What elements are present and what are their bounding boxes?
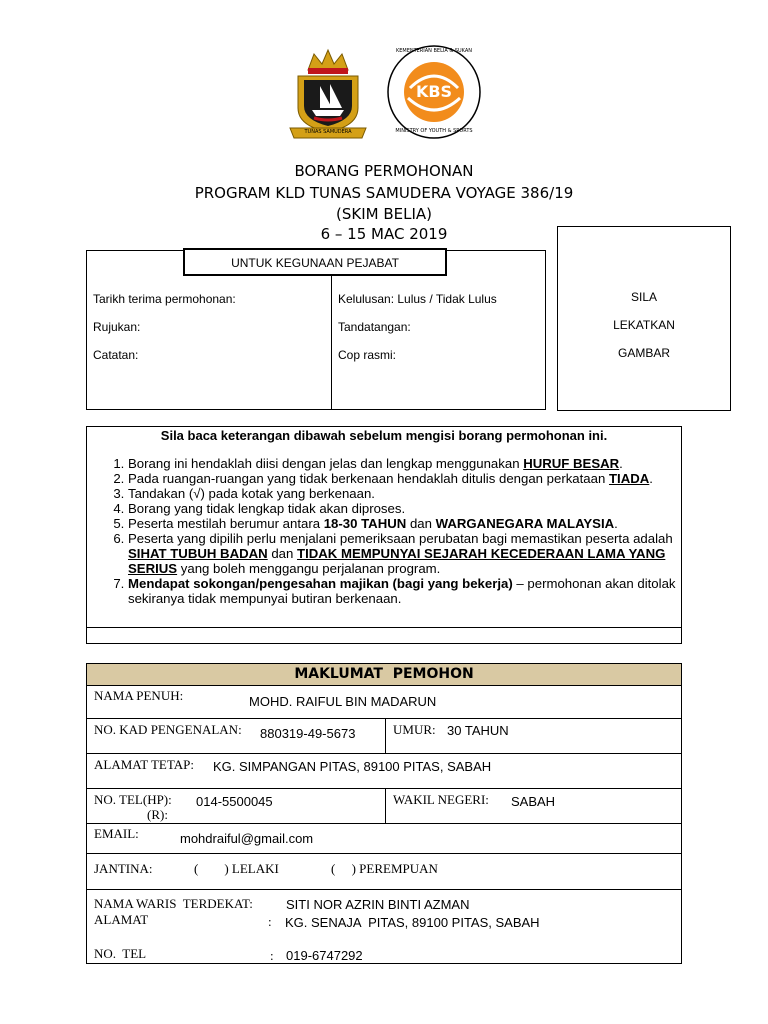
title-line-3: (SKIM BELIA) [335,205,432,223]
ic-field[interactable]: 880319-49-5673 [260,726,356,741]
kin-tel-label: NO. TEL [94,946,147,961]
instructions-heading: Sila baca keterangan dibawah sebelum mengisi borang permohonan ini. [160,428,608,443]
age-label: UMUR: [393,722,436,737]
photo-line-2: LEKATKAN [613,318,675,332]
tel-state-divider [385,788,386,823]
ic-age-divider [385,718,386,753]
instruction-item-7: 7. Mendapat sokongan/pengesahan majikan (bagi yang bekerja) – permohonan akan ditolak sekiranya tidak mempunyai butiran berkenaan. [128,576,698,606]
photo-line-1: SILA [630,290,657,304]
row-line-3 [86,753,682,754]
row-line-5 [86,823,682,824]
row-line-1 [86,685,682,686]
title-line-4: 6 – 15 MAC 2019 [320,225,448,243]
instructions-list [110,456,698,606]
instruction-item-1: 1. Borang ini hendaklah diisi dengan jelas dan lengkap menggunakan HURUF BESAR. [128,456,698,471]
title-line-1: BORANG PERMOHONAN [294,162,474,180]
office-heading-box [183,248,447,276]
title-line-2: PROGRAM KLD TUNAS SAMUDERA VOYAGE 386/19 [194,184,574,202]
kin-tel-field[interactable]: 019-6747292 [286,948,363,963]
instruction-item-6: 6. Peserta yang dipilih perlu menjalani pemeriksaan perubatan bagi memastikan peserta adalah SIHAT TUBUH BADAN dan TIDAK MEMPUNYAI SEJARAH KECEDERAAN LAMA YANG SERIUS yang boleh menggangu perjalanan program. [128,531,698,576]
office-reference-label: Rujukan: [93,320,141,334]
office-approval-label: Kelulusan: Lulus / Tidak Lulus [338,292,497,306]
row-line-6 [86,853,682,854]
row-line-2 [86,718,682,719]
applicant-header-bar [87,664,681,685]
gender-label: JANTINA: [94,861,153,876]
office-heading: UNTUK KEGUNAAN PEJABAT [231,256,399,270]
tel-r-label: (R): [147,807,168,822]
tel-hp-label: NO. TEL(HP): [94,792,172,807]
row-line-7 [86,889,682,890]
age-field[interactable]: 30 TAHUN [447,723,509,738]
kbs-logo [386,44,482,140]
email-field[interactable]: mohdraiful@gmail.com [180,831,314,846]
state-field[interactable]: SABAH [511,794,556,809]
logo-ring-bottom-text: MINISTRY OF YOUTH & SPORTS [395,128,473,134]
ic-label: NO. KAD PENGENALAN: [94,722,242,737]
instruction-item-5: 5. Peserta mestilah berumur antara 18-30 TAHUN dan WARGANEGARA MALAYSIA. [128,516,698,531]
kin-name-field[interactable]: SITI NOR AZRIN BINTI AZMAN [286,897,470,912]
applicant-heading: MAKLUMAT PEMOHON [294,666,474,682]
address-label: ALAMAT TETAP: [94,757,194,772]
email-label: EMAIL: [94,826,139,841]
tunas-samudera-logo [284,48,372,140]
logo-banner-text: TUNAS SAMUDERA [304,129,352,135]
office-received-date-label: Tarikh terima permohonan: [93,292,236,306]
instruction-item-2: 2. Pada ruangan-ruangan yang tidak berkenaan hendaklah ditulis dengan perkataan TIADA. [128,471,698,486]
row-line-4 [86,788,682,789]
office-stamp-label: Cop rasmi: [338,348,397,362]
gender-male-option[interactable]: ( ) LELAKI [194,861,279,876]
address-field[interactable]: KG. SIMPANGAN PITAS, 89100 PITAS, SABAH [213,759,492,774]
name-field[interactable]: MOHD. RAIFUL BIN MADARUN [249,694,437,709]
kin-tel-colon: : [270,948,274,963]
name-label: NAMA PENUH: [94,688,184,703]
kin-label: NAMA WARIS TERDEKAT: [94,896,253,911]
state-label: WAKIL NEGERI: [393,792,489,807]
kin-address-label: ALAMAT [94,912,149,927]
tel-field[interactable]: 014-5500045 [196,794,273,809]
office-signature-label: Tandatangan: [338,320,411,334]
instructions-divider [86,627,682,628]
gender-female-option[interactable]: ( ) PEREMPUAN [331,861,438,876]
logo-center-text: KBS [415,82,453,101]
logo-ring-top-text: KEMENTERIAN BELIA & SUKAN [395,48,473,54]
photo-line-3: GAMBAR [617,346,670,360]
office-divider [331,274,332,410]
kin-address-colon: : [268,914,272,929]
kin-address-field[interactable]: KG. SENAJA PITAS, 89100 PITAS, SABAH [285,915,540,930]
instruction-item-3: 3. Tandakan (√) pada kotak yang berkenaan. [128,486,698,501]
instruction-item-4: 4. Borang yang tidak lengkap tidak akan diproses. [128,501,698,516]
office-notes-label: Catatan: [93,348,139,362]
